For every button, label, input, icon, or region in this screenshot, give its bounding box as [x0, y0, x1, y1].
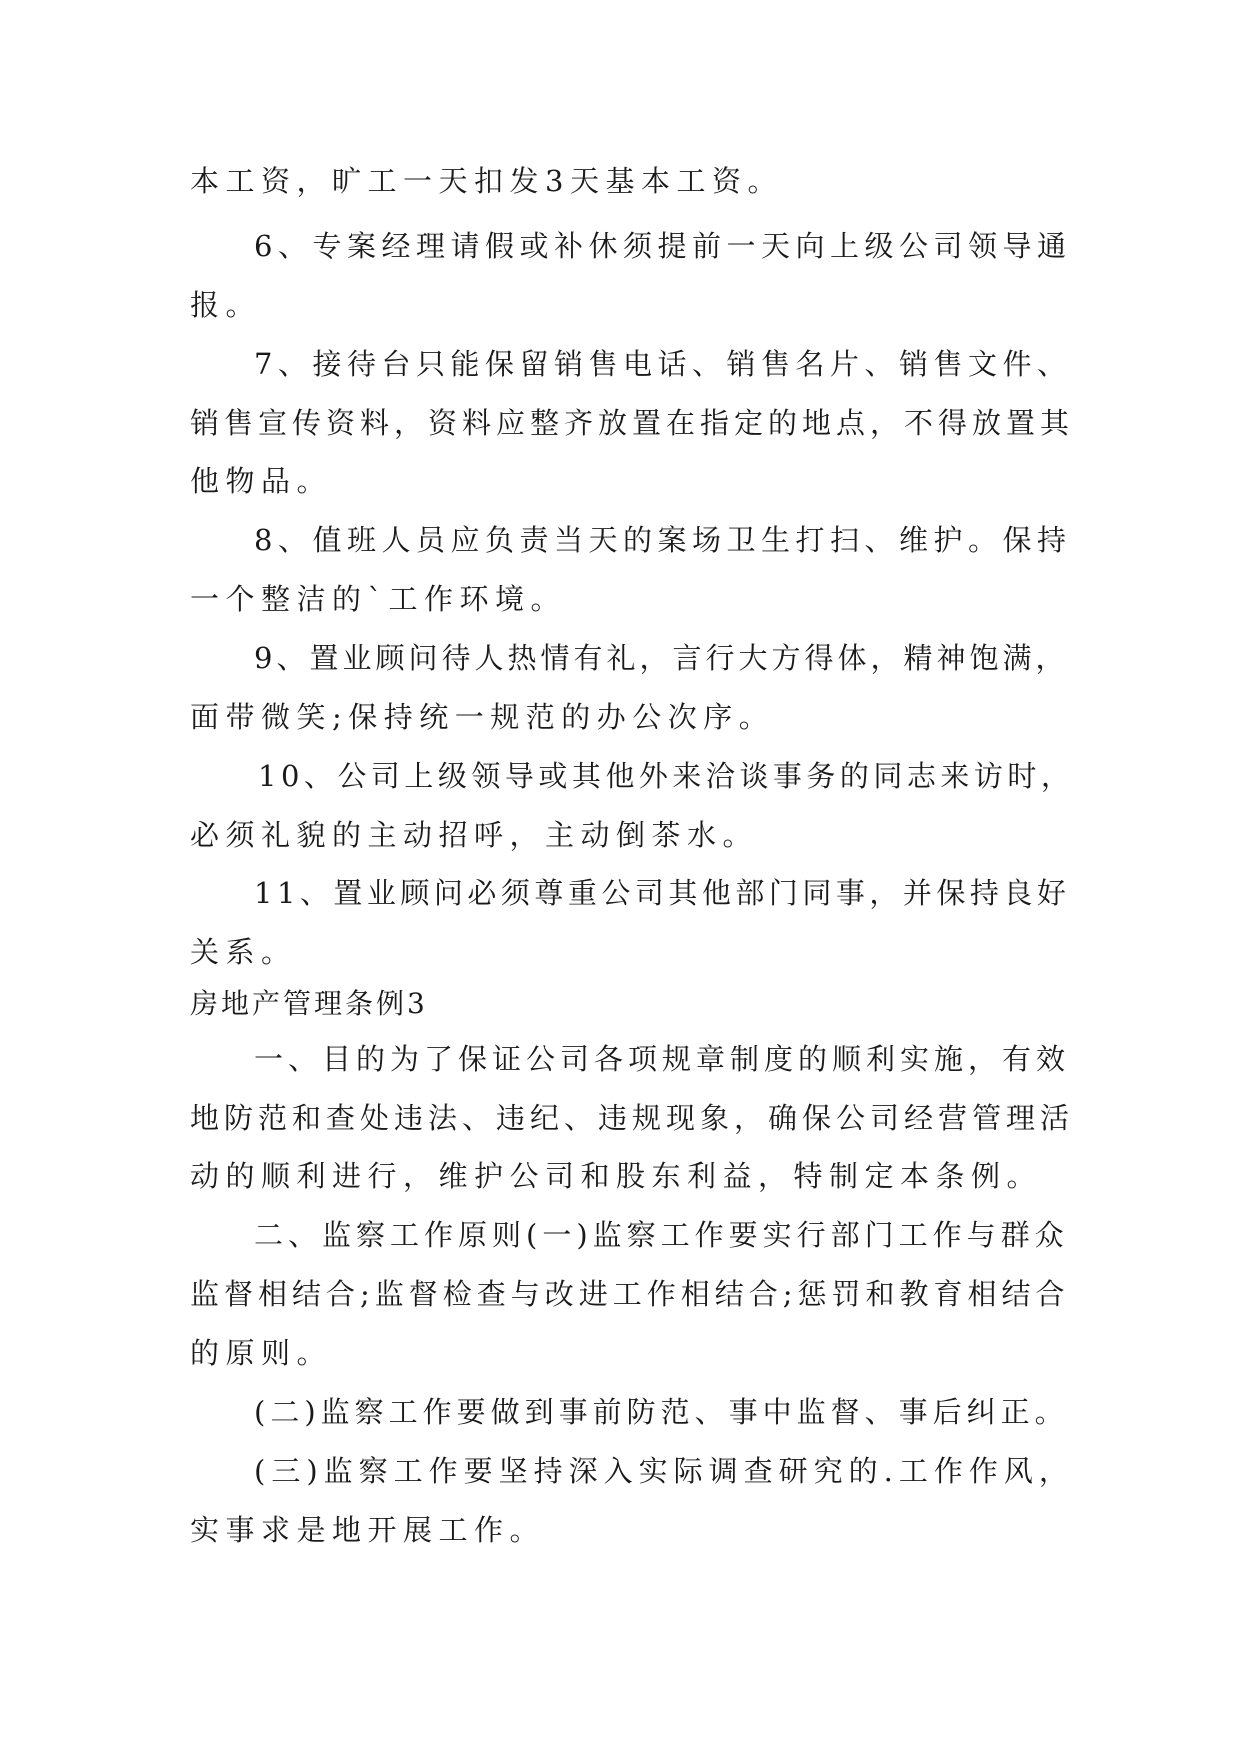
text-line: 9、置业顾问待人热情有礼，言行大方得体，精神饱满， — [254, 641, 1069, 675]
text-line: 的原则。 — [190, 1336, 333, 1370]
text-line: 地防范和查处违法、违纪、违规现象，确保公司经营管理活 — [190, 1101, 1075, 1135]
text-line: (三)监察工作要坚持深入实际调查研究的.工作作风， — [254, 1454, 1074, 1488]
text-line: 动的顺利进行，维护公司和股东利益，特制定本条例。 — [190, 1159, 1043, 1193]
text-line: 二、监察工作原则(一)监察工作要实行部门工作与群众 — [254, 1218, 1069, 1252]
text-line: 报。 — [190, 288, 262, 322]
text-line: 他物品。 — [190, 464, 333, 498]
text-line: 实事求是地开展工作。 — [190, 1513, 546, 1547]
section-title: 房地产管理条例3 — [190, 987, 428, 1020]
text-line: 必须礼貌的主动招呼，主动倒茶水。 — [190, 818, 759, 852]
text-line: 11、置业顾问必须尊重公司其他部门同事，并保持良好 — [254, 876, 1071, 910]
text-line: 6、专案经理请假或补休须提前一天向上级公司领导通 — [254, 229, 1072, 263]
text-line: 10、公司上级领导或其他外来洽谈事务的同志来访时， — [258, 759, 1075, 793]
text-line: 关系。 — [190, 935, 297, 969]
text-line: 面带微笑;保持统一规范的办公次序。 — [190, 700, 775, 734]
text-line: 一个整洁的`工作环境。 — [190, 582, 567, 616]
text-line: 一、目的为了保证公司各项规章制度的顺利实施，有效 — [254, 1042, 1071, 1076]
text-line: 监督相结合;监督检查与改进工作相结合;惩罚和教育相结合 — [190, 1277, 1070, 1311]
text-line: 7、接待台只能保留销售电话、销售名片、销售文件、 — [254, 347, 1072, 381]
text-line: 本工资，旷工一天扣发3天基本工资。 — [190, 164, 783, 198]
text-line: 8、值班人员应负责当天的案场卫生打扫、维护。保持 — [254, 523, 1072, 557]
text-line: 销售宣传资料，资料应整齐放置在指定的地点，不得放置其 — [190, 406, 1075, 440]
text-line: (二)监察工作要做到事前防范、事中监督、事后纠正。 — [254, 1395, 1069, 1429]
